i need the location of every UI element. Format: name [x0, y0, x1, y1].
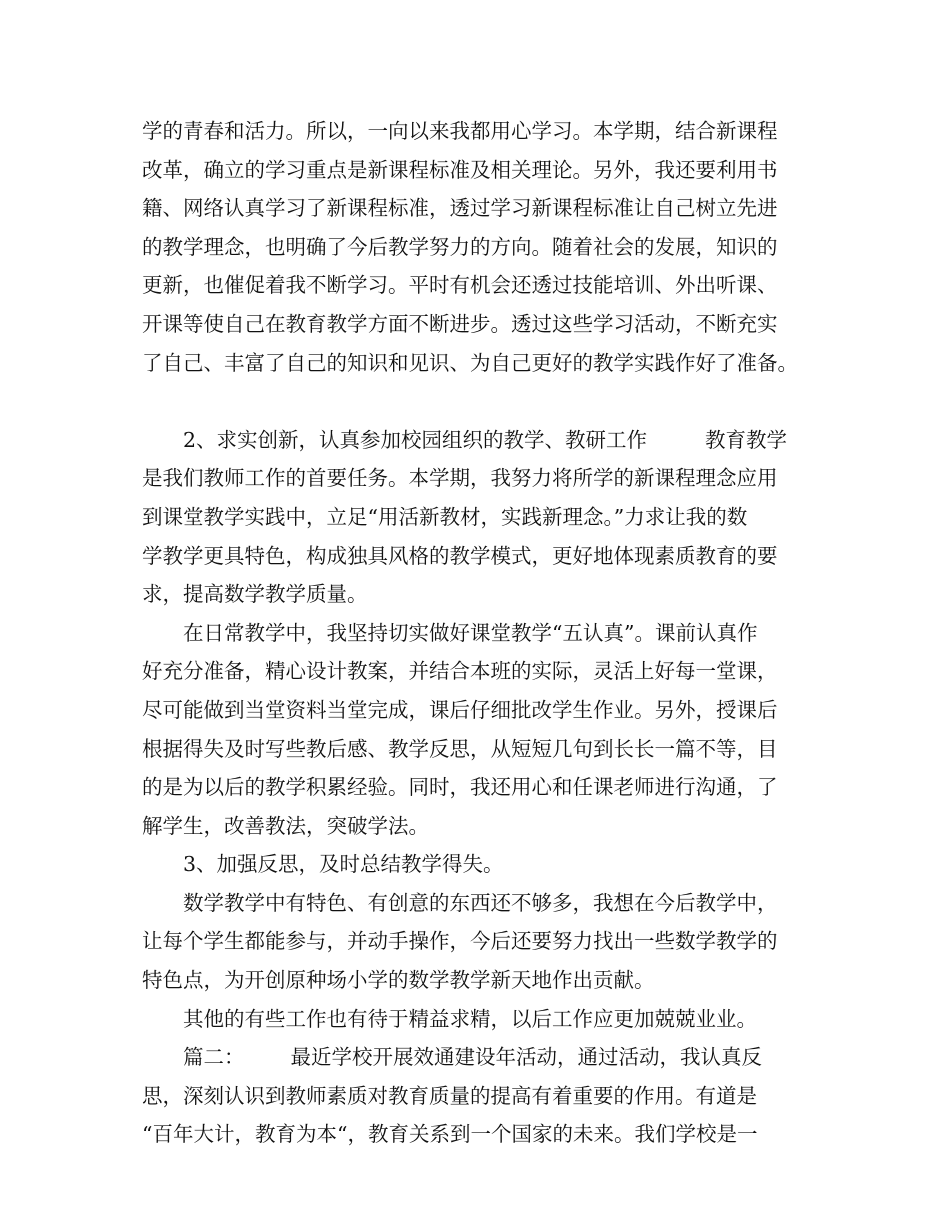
section-2-heading: 2、求实创新，认真参加校园组织的教学、教研工作 — [183, 427, 648, 452]
paragraph-line: 解学生，改善教法，突破学法。 — [142, 813, 429, 838]
paragraph-line: 的教学理念，也明确了今后教学努力的方向。随着社会的发展，知识的 — [142, 234, 778, 259]
part-two-label: 篇二： — [183, 1045, 245, 1070]
paragraph-line: 好充分准备，精心设计教案，并结合本班的实际，灵活上好每一堂课， — [142, 659, 778, 684]
paragraph-line: 籍、网络认真学习了新课程标准，透过学习新课程标准让自己树立先进 — [142, 196, 778, 221]
paragraph-line: “百年大计，教育为本“，教育关系到一个国家的未来。我们学校是一 — [142, 1122, 758, 1147]
paragraph-line: 的是为以后的教学积累经验。同时，我还用心和任课老师进行沟通，了 — [142, 775, 778, 800]
paragraph-line: 在日常教学中，我坚持切实做好课堂教学“五认真”。课前认真作 — [183, 620, 758, 645]
paragraph-line: 改革，确立的学习重点是新课程标准及相关理论。另外，我还要利用书 — [142, 157, 778, 182]
paragraph-line: 了自己、丰富了自己的知识和见识、为自己更好的教学实践作好了准备。 — [142, 350, 798, 375]
paragraph-line: 尽可能做到当堂资料当堂完成，课后仔细批改学生作业。另外，授课后 — [142, 697, 778, 722]
paragraph-line: 特色点，为开创原种场小学的数学教学新天地作出贡献。 — [142, 968, 655, 993]
paragraph-line: 学教学更具特色，构成独具风格的教学模式，更好地体现素质教育的要 — [142, 543, 778, 568]
paragraph-line: 开课等使自己在教育教学方面不断进步。透过这些学习活动，不断充实 — [142, 311, 778, 336]
paragraph-line: 根据得失及时写些教后感、教学反思，从短短几句到长长一篇不等，目 — [142, 736, 778, 761]
part-two-first-line: 最近学校开展效通建设年活动，通过活动，我认真反 — [290, 1045, 762, 1070]
paragraph-line: 到课堂教学实践中，立足“用活新教材，实践新理念。”力求让我的数 — [142, 504, 748, 529]
section-3-heading: 3、加强反思，及时总结教学得失。 — [183, 852, 504, 877]
section-heading-line — [142, 421, 822, 460]
paragraph-spacer — [142, 382, 822, 421]
paragraph-line: 其他的有些工作也有待于精益求精，以后工作应更加兢兢业业。 — [183, 1006, 757, 1031]
paragraph-line: 思，深刻认识到教师素质对教育质量的提高有着重要的作用。有道是 — [142, 1083, 757, 1108]
part-two-heading-line — [142, 1038, 822, 1077]
paragraph-line: 是我们教师工作的首要任务。本学期，我努力将所学的新课程理念应用 — [142, 466, 778, 491]
paragraph-line: 求，提高数学教学质量。 — [142, 582, 368, 607]
paragraph-line: 让每个学生都能参与，并动手操作，今后还要努力找出一些数学教学的 — [142, 929, 778, 954]
document-body — [142, 112, 822, 1154]
paragraph-line: 数学教学中有特色、有创意的东西还不够多，我想在今后教学中， — [183, 890, 778, 915]
section-2-heading-tail: 教育教学 — [705, 427, 788, 452]
paragraph-line: 学的青春和活力。所以，一向以来我都用心学习。本学期，结合新课程 — [142, 119, 778, 143]
paragraph-line: 更新，也催促着我不断学习。平时有机会还透过技能培训、外出听课、 — [142, 273, 778, 298]
